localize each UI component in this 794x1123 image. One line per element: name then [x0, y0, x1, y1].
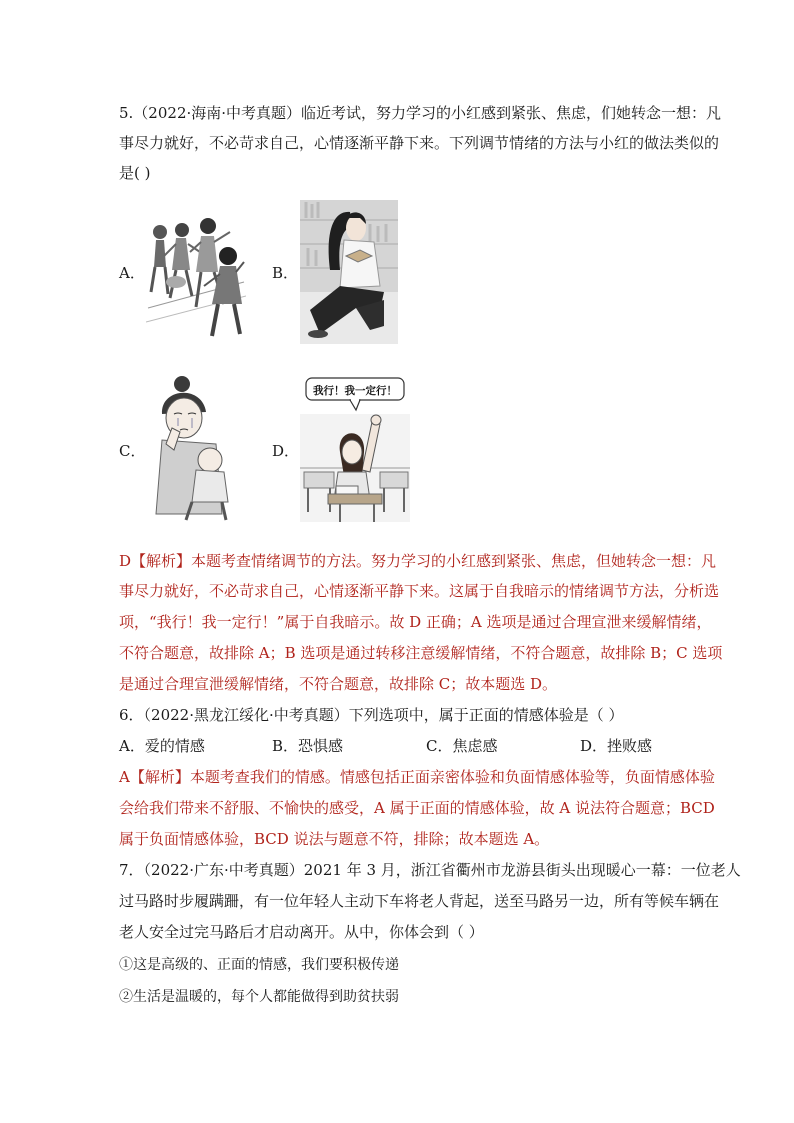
q5-analysis-line-1: D【解析】本题考查情绪调节的方法。努力学习的小红感到紧张、焦虑，但她转念一想：凡 [119, 552, 717, 570]
girl-reading-image [300, 200, 398, 344]
option-d-label: D． [272, 442, 300, 460]
q5-analysis-line-3: 项，“我行！我一定行！”属于自我暗示。故 D 正确；A 选项是通过合理宣泄来缓解情绪， [119, 613, 712, 631]
speech-bubble-text: 我行！我一定行！ [313, 385, 397, 397]
q6-analysis-line-1: A【解析】本题考查我们的情感。情感包括正面亲密体验和负面情感体验等，负面情感体验 [119, 768, 715, 786]
q5-line-2: 事尽力就好，不必苛求自己，心情逐渐平静下来。下列调节情绪的方法与小红的做法类似的 [119, 134, 720, 152]
q6-analysis-line-2: 会给我们带来不舒服、不愉快的感受，A 属于正面的情感体验，故 A 说法符合题意；BCD [119, 799, 715, 817]
option-b-label: B． [272, 264, 299, 282]
q5-line-3: 是( ) [119, 164, 151, 182]
option-a-label: A． [119, 264, 145, 282]
girls-dancing-image [146, 212, 246, 340]
option-c-label: C． [119, 442, 146, 460]
student-raising-arm-image [300, 372, 410, 522]
q6-analysis-line-3: 属于负面情感体验，BCD 说法与题意不符，排除；故本题选 A。 [119, 830, 550, 848]
q7-line-3: 老人安全过完马路后才启动离开。从中，你体会到（ ） [119, 923, 484, 941]
q7-statement-1: ①这是高级的、正面的情感，我们要积极传递 [119, 957, 399, 973]
q6-choice-b: B．恐惧感 [272, 737, 344, 755]
q7-statement-2: ②生活是温暖的，每个人都能做得到助贫扶弱 [119, 989, 399, 1005]
q5-line-1: 5.（2022·海南·中考真题）临近考试，努力学习的小红感到紧张、焦虑，们她转念一想：凡 [119, 104, 722, 122]
q5-analysis-line-2: 事尽力就好，不必苛求自己，心情逐渐平静下来。这属于自我暗示的情绪调节方法，分析选 [119, 582, 720, 600]
q6-choice-c: C．焦虑感 [426, 737, 498, 755]
q6-choice-a: A．爱的情感 [119, 737, 205, 755]
woman-crying-image [152, 374, 236, 524]
q6-choice-d: D．挫败感 [580, 737, 653, 755]
q5-analysis-line-4: 不符合题意，故排除 A；B 选项是通过转移注意缓解情绪，不符合题意，故排除 B；C 选项 [119, 644, 723, 662]
q7-line-1: 7．（2022·广东·中考真题）2021 年 3 月，浙江省衢州市龙游县街头出现暖心一幕：一位老人 [119, 861, 741, 879]
q6-question: 6．（2022·黑龙江绥化·中考真题）下列选项中，属于正面的情感体验是（ ） [119, 706, 624, 724]
q5-analysis-line-5: 是通过合理宣泄缓解情绪，不符合题意，故排除 C；故本题选 D。 [119, 675, 558, 693]
q7-line-2: 过马路时步履蹒跚，有一位年轻人主动下车将老人背起，送至马路另一边，所有等候车辆在 [119, 892, 720, 910]
